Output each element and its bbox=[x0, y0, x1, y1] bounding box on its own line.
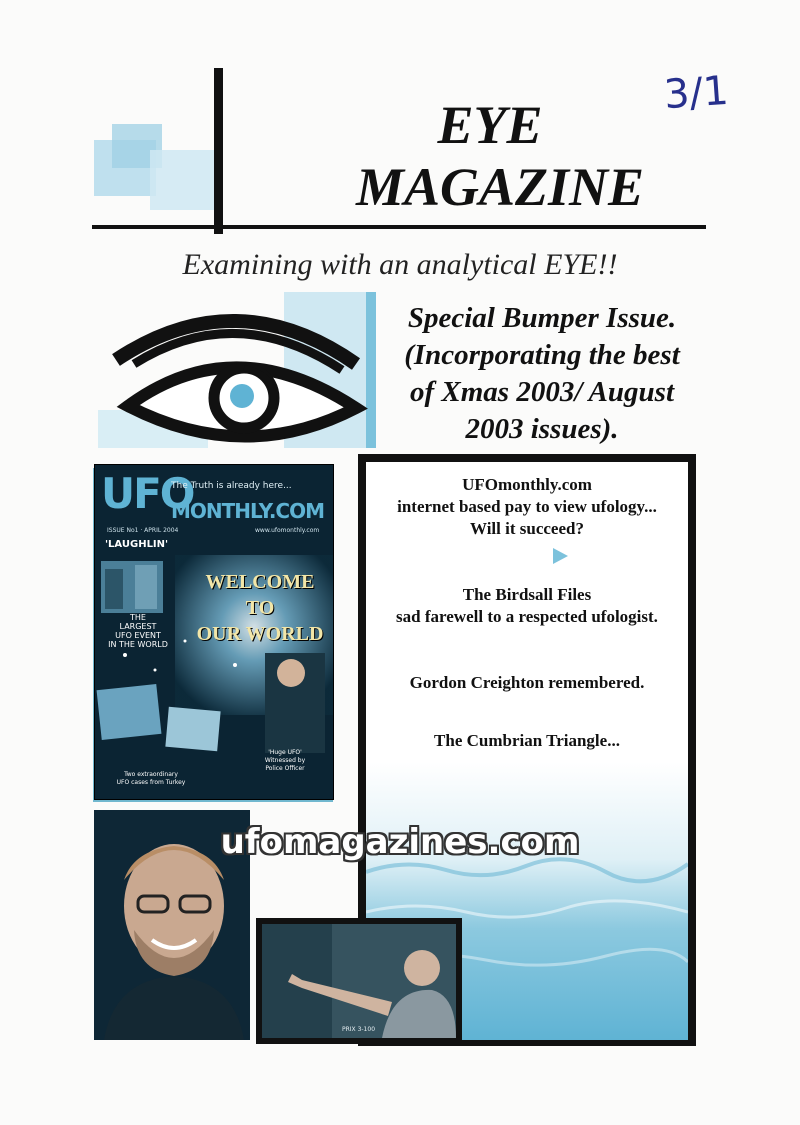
cover-largest-event bbox=[103, 613, 173, 649]
contents-item-ufomonthly bbox=[366, 474, 688, 540]
cover-largest-line: LARGEST bbox=[119, 622, 157, 631]
cover-issue: ISSUE No1 · APRIL 2004 bbox=[107, 527, 179, 534]
cover-huge-ufo-line: Witnessed by bbox=[264, 757, 306, 764]
handwritten-page-mark: 3/1 bbox=[662, 67, 730, 119]
cover-huge-ufo bbox=[245, 749, 325, 773]
pointing-man-photo bbox=[262, 924, 456, 1038]
arrow-icon bbox=[550, 546, 570, 566]
magazine-title-line2: MAGAZINE bbox=[355, 157, 645, 217]
special-issue-line: (Incorporating the best bbox=[404, 339, 680, 371]
cover-laughlin: 'LAUGHLIN' bbox=[105, 539, 169, 550]
cover-largest-line: IN THE WORLD bbox=[108, 640, 168, 649]
cover-url: www.ufomonthly.com bbox=[255, 527, 320, 534]
cover-turkey-line: UFO cases from Turkey bbox=[116, 779, 186, 786]
cover-welcome-headline bbox=[195, 569, 325, 647]
decor-square bbox=[150, 150, 216, 210]
contents-item-creighton bbox=[366, 672, 688, 694]
contents-line: sad farewell to a respected ufologist. bbox=[396, 607, 658, 626]
contents-item-cumbrian bbox=[366, 730, 688, 752]
eye-logo-icon bbox=[94, 290, 378, 450]
special-issue-line: Special Bumper Issue. bbox=[407, 302, 677, 334]
cover-huge-ufo-line: Police Officer bbox=[265, 765, 305, 772]
watermark: ufomagazines.com bbox=[220, 822, 580, 862]
contents-line: The Birdsall Files bbox=[462, 585, 592, 604]
cover-turkey-line: Two extraordinary bbox=[124, 771, 178, 778]
contents-line: Gordon Creighton remembered. bbox=[409, 673, 645, 692]
cover-huge-ufo-line: 'Huge UFO' bbox=[268, 749, 302, 756]
tagline: Examining with an analytical EYE!! bbox=[182, 248, 618, 281]
pointing-man-image bbox=[262, 924, 456, 1038]
ufo-monthly-cover bbox=[94, 464, 334, 800]
contents-line: internet based pay to view ufology... bbox=[397, 497, 657, 516]
contents-line: Will it succeed? bbox=[470, 519, 584, 538]
cover-turkey bbox=[101, 771, 201, 787]
cover-welcome-line: WELCOME bbox=[205, 571, 315, 593]
cover-largest-line: UFO EVENT bbox=[115, 631, 161, 640]
cover-welcome-line: OUR WORLD bbox=[196, 623, 324, 645]
photo-caption: PRIX 3-100 bbox=[342, 1026, 376, 1033]
cover-logo-ufo: UFO bbox=[101, 469, 194, 518]
special-issue-heading bbox=[382, 300, 702, 448]
cover-largest-line: THE bbox=[130, 613, 146, 622]
header-horizontal-rule bbox=[92, 225, 706, 229]
contents-line: The Cumbrian Triangle... bbox=[434, 731, 620, 750]
special-issue-line: of Xmas 2003/ August bbox=[409, 376, 675, 408]
contents-line: UFOmonthly.com bbox=[462, 475, 592, 494]
cover-strap: The Truth is already here... bbox=[171, 481, 292, 491]
special-issue-line: 2003 issues). bbox=[465, 413, 619, 445]
magazine-title-line1: EYE bbox=[437, 95, 543, 155]
cover-logo-site: MONTHLY.COM bbox=[171, 499, 325, 523]
contents-item-birdsall bbox=[366, 584, 688, 628]
cover-welcome-line: TO bbox=[245, 597, 275, 619]
header-vertical-rule bbox=[214, 68, 223, 234]
